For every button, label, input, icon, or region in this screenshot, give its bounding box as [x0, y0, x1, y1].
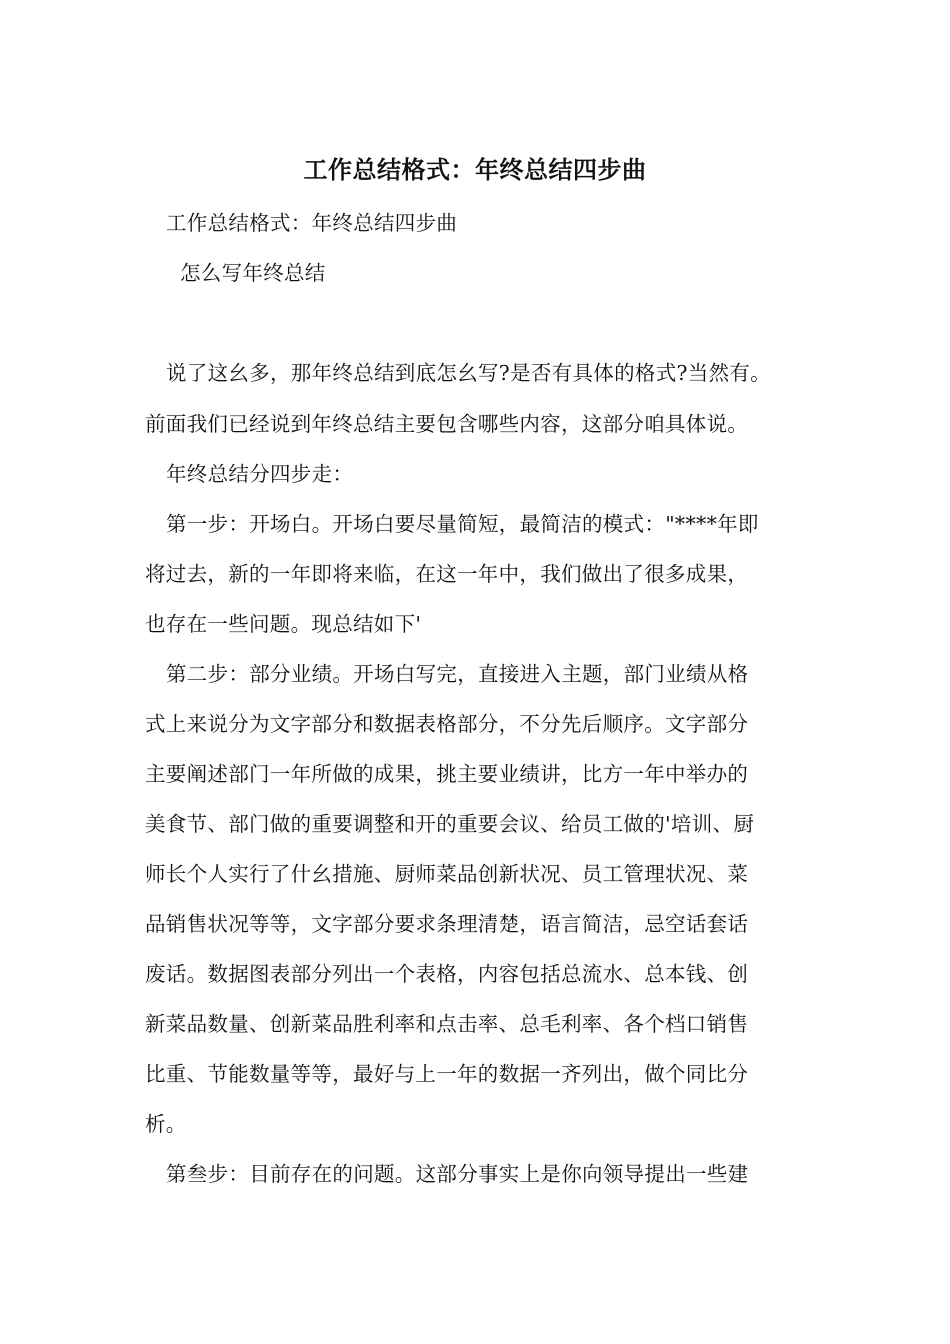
paragraph-line: 也存在一些问题。现总结如下'	[145, 612, 422, 636]
paragraph-line: 废话。数据图表部分列出一个表格，内容包括总流水、总本钱、创	[145, 962, 749, 986]
paragraph-line: 第叁步：目前存在的问题。这部分事实上是你向领导提出一些建	[166, 1162, 749, 1186]
paragraph-line: 第二步：部分业绩。开场白写完，直接进入主题，部门业绩从格	[166, 662, 749, 686]
paragraph-line: 说了这幺多，那年终总结到底怎幺写?是否有具体的格式?当然有。	[166, 361, 771, 385]
paragraph-line: 美食节、部门做的重要调整和开的重要会议、给员工做的'培训、厨	[145, 812, 755, 836]
paragraph-line: 主要阐述部门一年所做的成果，挑主要业绩讲，比方一年中举办的	[145, 762, 749, 786]
paragraph-line: 前面我们已经说到年终总结主要包含哪些内容，这部分咱具体说。	[145, 412, 749, 436]
paragraph-line: 比重、节能数量等等，最好与上一年的数据一齐列出，做个同比分	[145, 1062, 749, 1086]
paragraph-line: 新菜品数量、创新菜品胜利率和点击率、总毛利率、各个档口销售	[145, 1012, 749, 1036]
paragraph-line: 师长个人实行了什幺措施、厨师菜品创新状况、员工管理状况、菜	[145, 862, 749, 886]
paragraph-line: 品销售状况等等，文字部分要求条理清楚，语言简洁，忌空话套话	[145, 912, 749, 936]
paragraph-line: 年终总结分四步走：	[166, 462, 354, 486]
heading-line: 怎么写年终总结	[180, 261, 326, 285]
paragraph-line: 式上来说分为文字部分和数据表格部分，不分先后顺序。文字部分	[145, 712, 749, 736]
paragraph-line: 将过去，新的一年即将来临，在这一年中，我们做出了很多成果，	[145, 562, 749, 586]
paragraph-line: 第一步：开场白。开场白要尽量简短，最简洁的模式："****年即	[166, 512, 759, 536]
subtitle-line: 工作总结格式：年终总结四步曲	[166, 211, 458, 235]
document-title: 工作总结格式：年终总结四步曲	[303, 155, 647, 184]
paragraph-line: 析。	[145, 1112, 187, 1136]
